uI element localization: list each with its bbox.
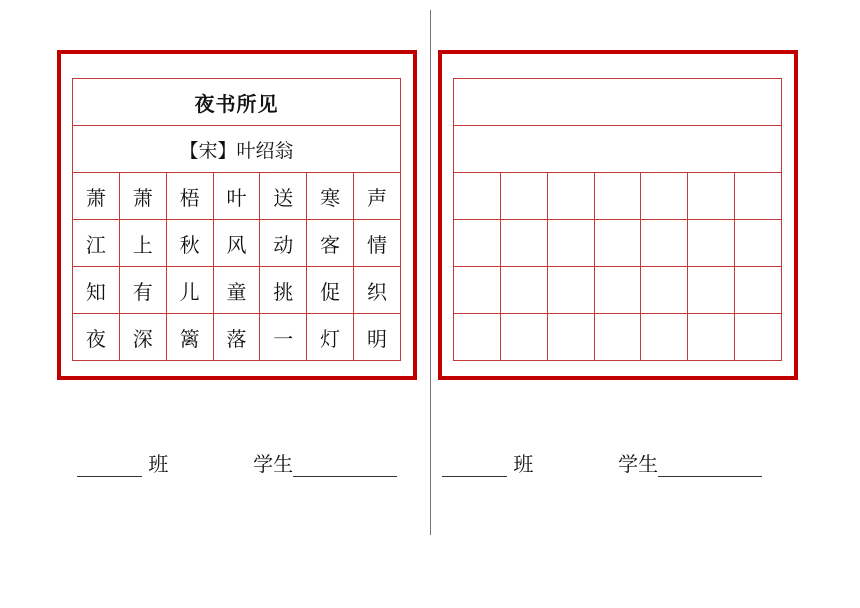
- char-cell: 促: [307, 267, 354, 314]
- char-cell: 深: [119, 314, 166, 361]
- char-cell: 灯: [307, 314, 354, 361]
- char-cell: 明: [354, 314, 401, 361]
- practice-cell[interactable]: [500, 267, 547, 314]
- poem-line-1: [73, 173, 401, 220]
- char-cell: 篱: [166, 314, 213, 361]
- char-cell: 落: [213, 314, 260, 361]
- char-cell: 风: [213, 220, 260, 267]
- practice-cell[interactable]: [641, 314, 688, 361]
- char-cell: 童: [213, 267, 260, 314]
- poem-author: 【宋】叶绍翁: [179, 139, 294, 162]
- poem-title-cell: [73, 79, 401, 126]
- practice-panel: [438, 50, 798, 380]
- char-cell: 江: [73, 220, 120, 267]
- char-cell: 送: [260, 173, 307, 220]
- practice-cell[interactable]: [641, 220, 688, 267]
- poem-grid: [72, 78, 401, 361]
- char-cell: 知: [73, 267, 120, 314]
- practice-cell[interactable]: [594, 314, 641, 361]
- practice-author-cell[interactable]: [454, 126, 782, 173]
- char-cell: 有: [119, 267, 166, 314]
- left-footer: [77, 448, 397, 477]
- practice-cell[interactable]: [641, 267, 688, 314]
- practice-cell[interactable]: [688, 267, 735, 314]
- practice-cell[interactable]: [688, 173, 735, 220]
- practice-cell[interactable]: [547, 314, 594, 361]
- practice-line-3: [454, 267, 782, 314]
- practice-cell[interactable]: [454, 314, 501, 361]
- char-cell: 萧: [119, 173, 166, 220]
- poem-author-cell: [73, 126, 401, 173]
- char-cell: 叶: [213, 173, 260, 220]
- center-divider: [430, 10, 431, 535]
- practice-cell[interactable]: [735, 314, 782, 361]
- practice-cell[interactable]: [454, 220, 501, 267]
- class-label-left: 班: [148, 452, 169, 476]
- poem-line-2: [73, 220, 401, 267]
- practice-line-2: [454, 220, 782, 267]
- student-label-right: 学生: [618, 452, 659, 476]
- poem-title: 夜书所见: [194, 91, 279, 116]
- class-label-right: 班: [513, 452, 534, 476]
- char-cell: 动: [260, 220, 307, 267]
- char-cell: 萧: [73, 173, 120, 220]
- practice-cell[interactable]: [547, 173, 594, 220]
- char-cell: 夜: [73, 314, 120, 361]
- char-cell: 织: [354, 267, 401, 314]
- practice-grid: [453, 78, 782, 361]
- practice-cell[interactable]: [735, 173, 782, 220]
- poem-line-3: [73, 267, 401, 314]
- practice-cell[interactable]: [500, 314, 547, 361]
- practice-cell[interactable]: [594, 173, 641, 220]
- practice-line-1: [454, 173, 782, 220]
- practice-cell[interactable]: [454, 173, 501, 220]
- char-cell: 客: [307, 220, 354, 267]
- char-cell: 情: [354, 220, 401, 267]
- char-cell: 寒: [307, 173, 354, 220]
- practice-cell[interactable]: [735, 267, 782, 314]
- practice-line-4: [454, 314, 782, 361]
- char-cell: 儿: [166, 267, 213, 314]
- practice-cell[interactable]: [735, 220, 782, 267]
- char-cell: 一: [260, 314, 307, 361]
- practice-cell[interactable]: [688, 220, 735, 267]
- char-cell: 上: [119, 220, 166, 267]
- practice-cell[interactable]: [594, 267, 641, 314]
- student-blank-right[interactable]: [658, 476, 762, 477]
- practice-cell[interactable]: [641, 173, 688, 220]
- model-panel: [57, 50, 417, 380]
- student-label-left: 学生: [253, 452, 294, 476]
- practice-cell[interactable]: [500, 220, 547, 267]
- practice-cell[interactable]: [454, 267, 501, 314]
- char-cell: 梧: [166, 173, 213, 220]
- class-blank-left[interactable]: [77, 476, 142, 477]
- char-cell: 秋: [166, 220, 213, 267]
- student-blank-left[interactable]: [293, 476, 397, 477]
- practice-title-cell[interactable]: [454, 79, 782, 126]
- poem-line-4: [73, 314, 401, 361]
- practice-cell[interactable]: [688, 314, 735, 361]
- practice-cell[interactable]: [594, 220, 641, 267]
- practice-cell[interactable]: [500, 173, 547, 220]
- class-blank-right[interactable]: [442, 476, 507, 477]
- practice-cell[interactable]: [547, 267, 594, 314]
- char-cell: 挑: [260, 267, 307, 314]
- char-cell: 声: [354, 173, 401, 220]
- right-footer: [442, 448, 762, 477]
- practice-cell[interactable]: [547, 220, 594, 267]
